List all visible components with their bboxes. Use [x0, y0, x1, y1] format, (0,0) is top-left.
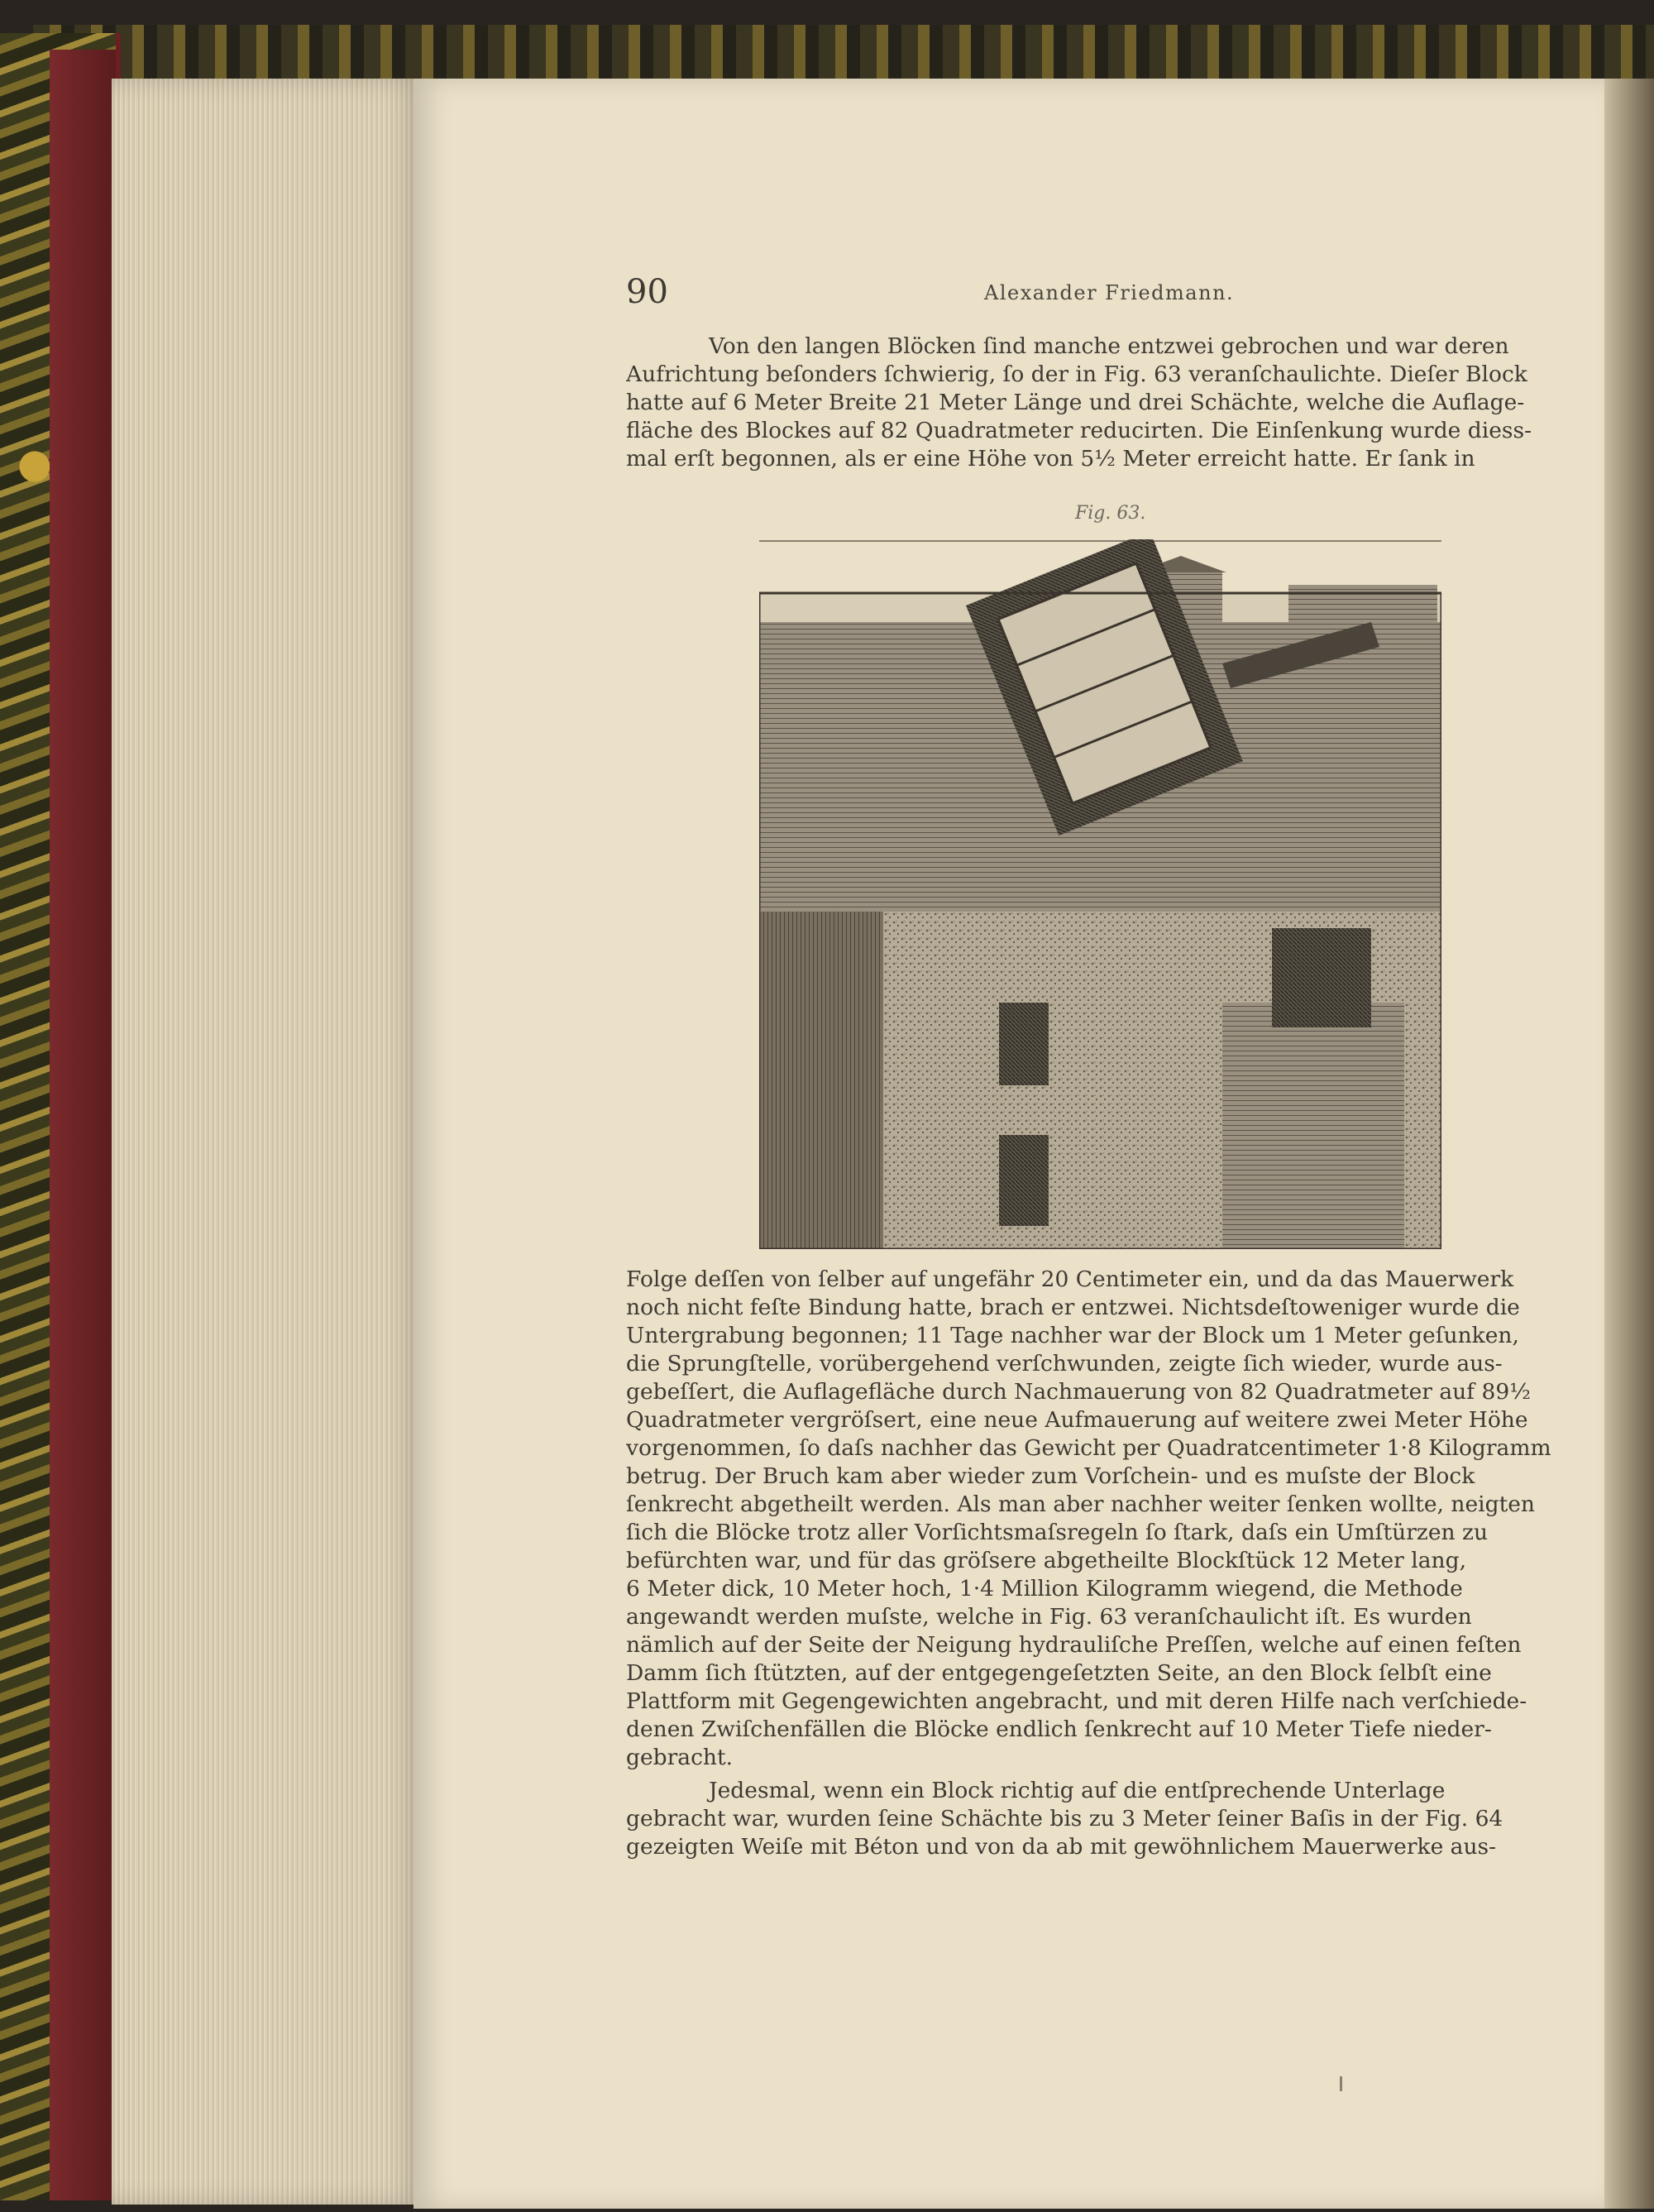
running-header-author: Alexander Friedmann.: [984, 281, 1235, 304]
text-line: gebracht.: [626, 1745, 734, 1770]
figure-caption: Fig. 63.: [1075, 503, 1146, 524]
book-cover-top: [33, 25, 1654, 83]
text-line: gebeſſert, die Auflagefläche durch Nachmauerung von 82 Quadratmeter auf 89½: [626, 1379, 1531, 1405]
text-line: Jedesmal, wenn ein Block richtig auf die entſprechende Unterlage: [709, 1778, 1446, 1803]
text-line: Folge deſſen von ſelber auf ungefähr 20 Centimeter ein, und da das Mauerwerk: [626, 1266, 1514, 1292]
shaft-right: [1222, 1003, 1404, 1249]
caisson-frame: [1272, 928, 1371, 1027]
paragraph-1: [626, 333, 1552, 473]
text-line: Quadratmeter vergröſsert, eine neue Aufmauerung auf weitere zwei Meter Höhe: [626, 1407, 1528, 1433]
paragraph-3: [626, 1777, 1552, 1861]
text-line: ſich die Blöcke trotz aller Vorſichtsmaſsregeln ſo ſtark, daſs ein Umſtürzen zu: [626, 1520, 1489, 1545]
text-line: noch nicht feſte Bindung hatte, brach er entzwei. Nichtsdeſtoweniger wurde die: [626, 1295, 1520, 1320]
text-line: Plattform mit Gegengewichten angebracht, und mit deren Hilfe nach verſchiede-: [626, 1688, 1527, 1714]
text-line: ſenkrecht abgetheilt werden. Als man aber nachher weiter ſenken wollte, neigten: [626, 1491, 1535, 1517]
text-line: betrug. Der Bruch kam aber wieder zum Vorſchein- und es muſste der Block: [626, 1463, 1475, 1489]
text-line: angewandt werden muſste, welche in Fig. 63 veranſchaulicht iſt. Es wurden: [626, 1604, 1472, 1630]
page-fore-edge: [112, 79, 426, 2205]
text-line: fläche des Blockes auf 82 Quadratmeter reducirten. Die Einſenkung wurde diess-: [626, 418, 1532, 443]
text-line: denen Zwiſchenfällen die Blöcke endlich ſenkrecht auf 10 Meter Tiefe nieder-: [626, 1716, 1492, 1742]
engraving-figure-63: [759, 539, 1441, 1249]
facing-page-edge: [1604, 79, 1654, 2209]
text-line: mal erſt begonnen, als er eine Höhe von 5½ Meter erreicht hatte. Er ſank in: [626, 446, 1475, 472]
paragraph-2: [626, 1266, 1552, 1772]
text-line: vorgenommen, ſo daſs nachher das Gewicht per Quadratcentimeter 1·8 Kilogramm: [626, 1435, 1551, 1461]
text-line: nämlich auf der Seite der Neigung hydrauliſche Preſſen, welche auf einen feſten: [626, 1632, 1522, 1658]
building-right: [1288, 585, 1437, 622]
text-line: befürchten war, und für das gröſsere abgetheilte Blockſtück 12 Meter lang,: [626, 1548, 1467, 1573]
text-line: hatte auf 6 Meter Breite 21 Meter Länge und drei Schächte, welche die Auflage-: [626, 390, 1525, 415]
foundation-window: [999, 1003, 1049, 1085]
page-number: 90: [626, 273, 668, 311]
text-line: die Sprungſtelle, vorübergehend verſchwunden, zeigte ſich wieder, wurde aus-: [626, 1351, 1503, 1377]
text-line: 6 Meter dick, 10 Meter hoch, 1·4 Million Kilogramm wiegend, die Methode: [626, 1576, 1463, 1602]
text-line: Damm ſich ſtützten, auf der entgegengeſetzten Seite, an den Block ſelbſt eine: [626, 1660, 1492, 1686]
shaft-left: [759, 912, 883, 1249]
foundation-window: [999, 1135, 1049, 1226]
text-line: gebracht war, wurden ſeine Schächte bis zu 3 Meter ſeiner Baſis in der Fig. 64: [626, 1806, 1503, 1831]
text-line: Von den langen Blöcken ſind manche entzwei gebrochen und war deren: [709, 333, 1509, 359]
book-spine: [50, 50, 116, 2200]
text-line: Aufrichtung beſonders ſchwierig, ſo der in Fig. 63 veranſchaulichte. Dieſer Block: [626, 361, 1527, 387]
page-mark: [1340, 2076, 1342, 2091]
text-line: gezeigten Weiſe mit Béton und von da ab mit gewöhnlichem Mauerwerke aus-: [626, 1834, 1497, 1860]
text-line: Untergrabung begonnen; 11 Tage nachher war der Block um 1 Meter geſunken,: [626, 1323, 1519, 1348]
